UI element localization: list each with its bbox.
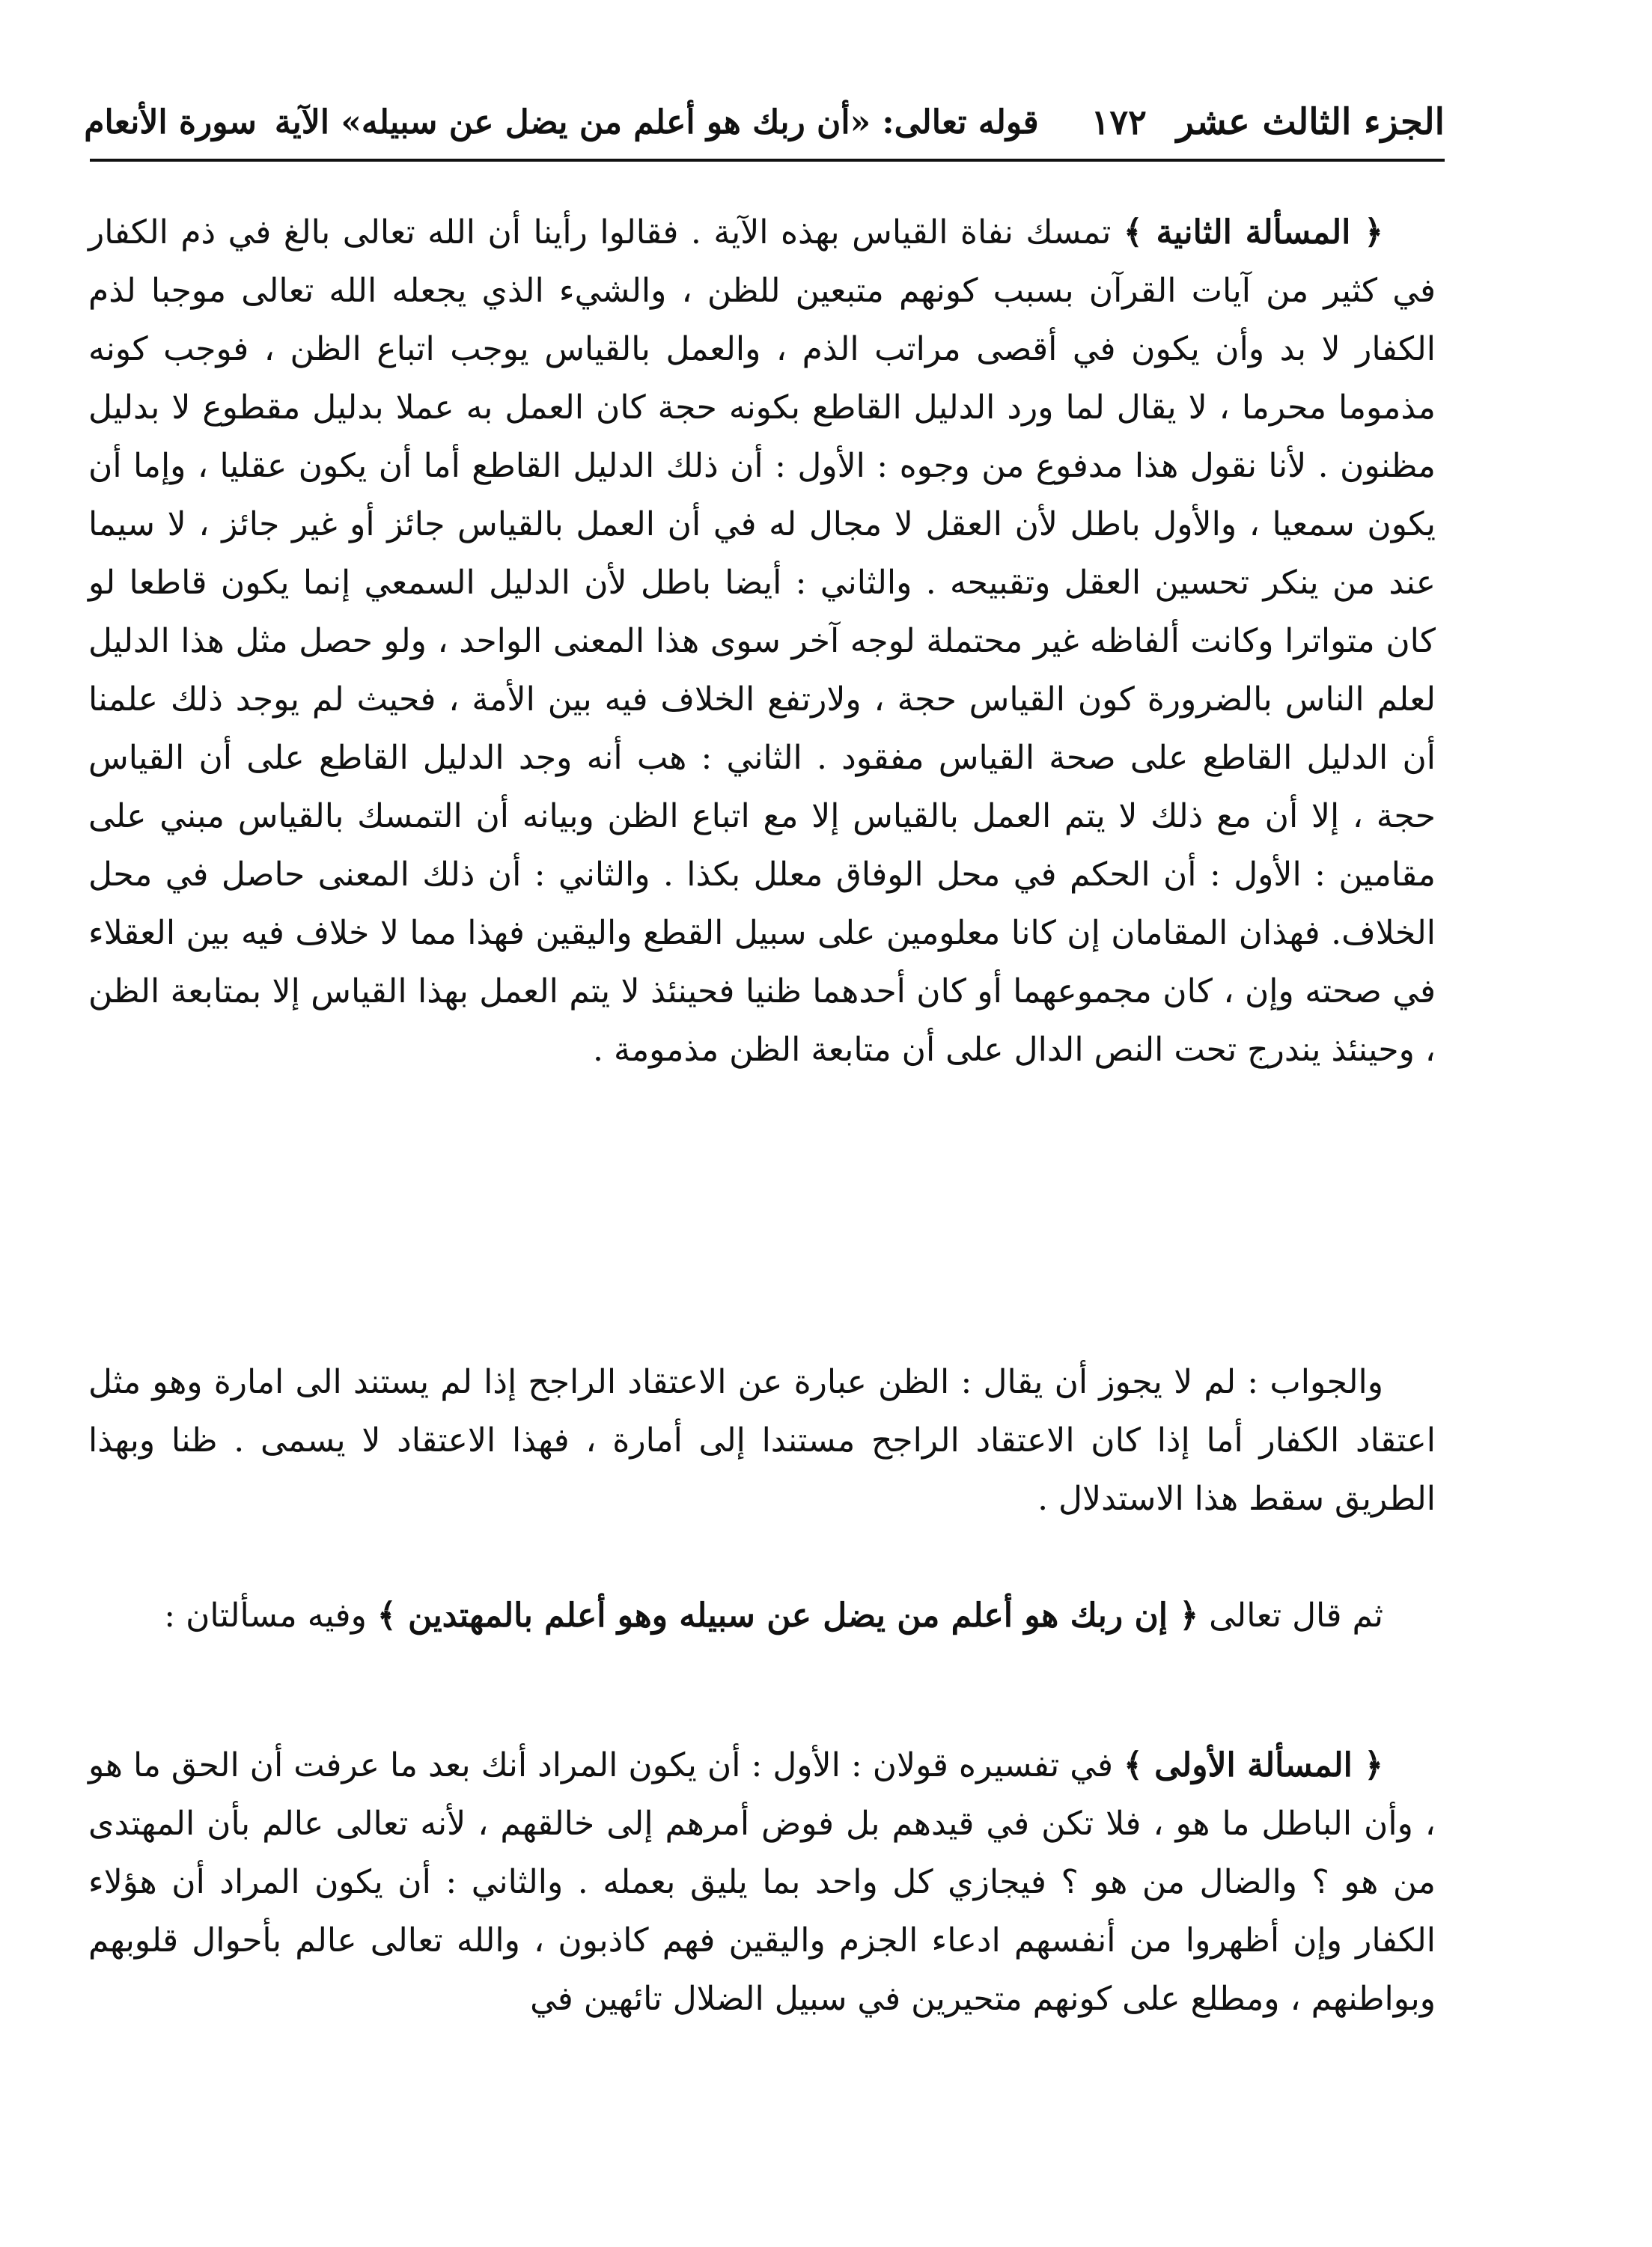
section-label: ﴿ المسألة الأولى ﴾ (1124, 1746, 1383, 1784)
paragraph-text (88, 1737, 1436, 2028)
quran-verse: ﴿ إن ربك هو أعلم من يضل عن سبيله وهو أعلم بالمهتدين ﴾ (377, 1597, 1199, 1635)
page-number: ١٧٢ (1091, 102, 1147, 142)
running-header (84, 88, 1445, 156)
paragraph-body: والجواب : لم لا يجوز أن يقال : الظن عبارة عن الاعتقاد الراجح إذا لم يستند الى امارة وهو مثل اعتقاد الكفار أما إذا كان الاعتقاد الراجح مستندا إلى أمارة ، فهذا الاعتقاد لا يسمى . ظنا وبهذا الطريق سقط هذا الاستدلال . (88, 1363, 1436, 1518)
paragraph-text (88, 1587, 1436, 1645)
header-surah-name: سورة الأنعام (84, 103, 257, 141)
part-name: الجزء الثالث عشر (1176, 101, 1445, 143)
paragraph-text (88, 1353, 1436, 1528)
paragraph-body: في تفسيره قولان : الأول : أن يكون المراد أنك بعد ما عرفت أن الحق ما هو ، وأن الباطل ما هو ، فلا تكن في قيدهم بل فوض أمرهم إلى خالقهم ، لأنه تعالى عالم بأن المهتدى من هو ؟ والضال من هو ؟ فيجازي كل واحد بما يليق بعمله . والثاني : أن يكون المراد أن هؤلاء الكفار وإن أظهروا من أنفسهم ادعاء الجزم واليقين فهم كاذبون ، والله تعالى عالم بأحوال قلوبهم وبواطنهم ، ومطلع على كونهم متحيرين في سبيل الضلال تائهين في (88, 1746, 1436, 2018)
header-rule (90, 159, 1445, 162)
paragraph-text (88, 204, 1436, 1079)
paragraph-verse-intro (88, 1587, 1436, 1645)
verse-tail: وفيه مسألتان : (164, 1597, 367, 1635)
verse-intro: ثم قال تعالى (1209, 1597, 1383, 1635)
paragraph-body: تمسك نفاة القياس بهذه الآية . فقالوا رأينا أن الله تعالى بالغ في ذم الكفار في كثير من آيات القرآن بسبب كونهم متبعين للظن ، والشيء الذي يجعله الله تعالى موجبا لذم الكفار لا بد وأن يكون في أقصى مراتب الذم ، والعمل بالقياس يوجب اتباع الظن ، فوجب كونه مذموما محرما ، لا يقال لما ورد الدليل القاطع بكونه حجة كان العمل به عملا بدليل مقطوع لا بدليل مظنون . لأنا نقول هذا مدفوع من وجوه : الأول : أن ذلك الدليل القاطع أما أن يكون عقليا ، وإما أن يكون سمعيا ، والأول باطل لأن العقل لا مجال له في أن العمل بالقياس جائز أو غير جائز ، لا سيما عند من ينكر تحسين العقل وتقبيحه . والثاني : أيضا باطل لأن الدليل السمعي إنما يكون قاطعا لو كان متواترا وكانت ألفاظه غير محتملة لوجه آخر سوى هذا المعنى الواحد ، ولو حصل مثل هذا الدليل لعلم الناس بالضرورة كون القياس حجة ، ولارتفع الخلاف فيه بين الأمة ، فحيث لم يوجد ذلك علمنا أن الدليل القاطع على صحة القياس مفقود . الثاني : هب أنه وجد الدليل القاطع على أن القياس حجة ، إلا أن مع ذلك لا يتم العمل بالقياس إلا مع اتباع الظن وبيانه أن التمسك بالقياس مبني على مقامين : الأول : أن الحكم في محل الوفاق معلل بكذا . والثاني : أن ذلك المعنى حاصل في محل الخلاف. فهذان المقامان إن كانا معلومين على سبيل القطع واليقين فهذا مما لا خلاف فيه بين العقلاء في صحته وإن ، كان مجموعهما أو كان أحدهما ظنيا فحينئذ لا يتم العمل بهذا القياس إلا بمتابعة الظن ، وحينئذ يندرج تحت النص الدال على أن متابعة الظن مذمومة . (88, 213, 1436, 1069)
header-verse-reference: قوله تعالى: «أن ربك هو أعلم من يضل عن سبيله» الآية (274, 103, 1039, 141)
paragraph-masala-ula (88, 1737, 1436, 2028)
section-label: ﴿ المسألة الثانية ﴾ (1123, 213, 1383, 251)
paragraph-answer (88, 1353, 1436, 1528)
paragraph-masala-thaniya (88, 204, 1436, 1079)
